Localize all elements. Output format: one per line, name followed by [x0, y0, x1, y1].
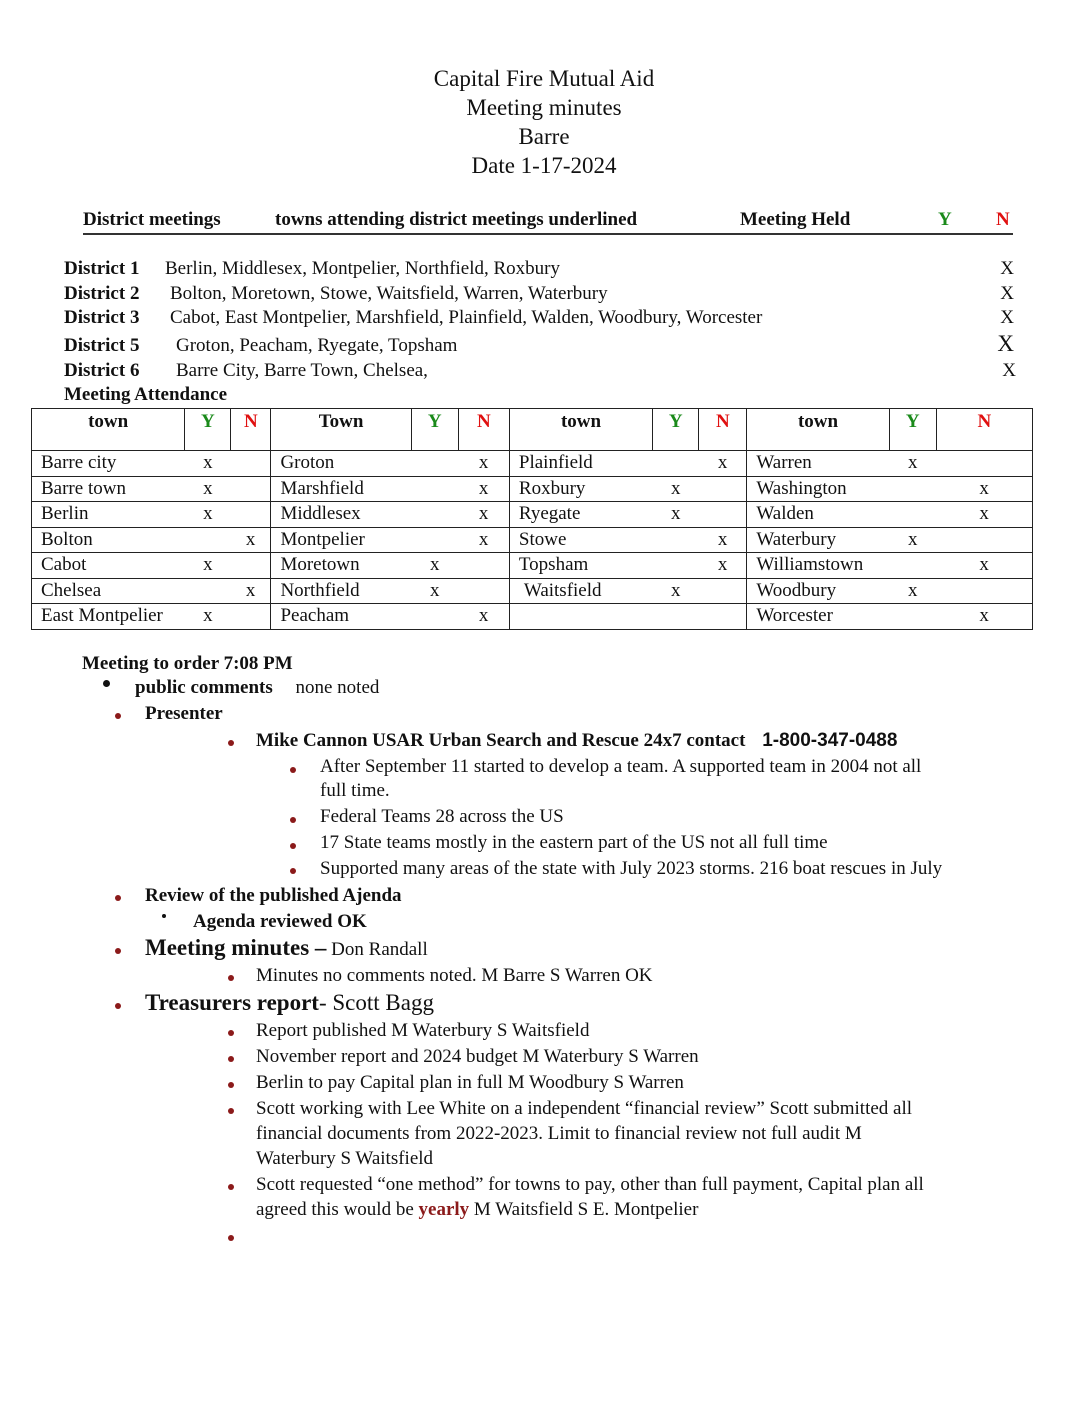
no-mark [699, 604, 747, 630]
town-cell: Berlin [32, 502, 185, 528]
town-cell: Cabot [32, 553, 185, 579]
presenter-phone: 1-800-347-0488 [762, 730, 898, 751]
district-held-mark: X [1000, 283, 1014, 304]
yes-mark [889, 502, 936, 528]
table-row [32, 578, 1033, 604]
no-mark: x [936, 476, 1032, 502]
no-mark: x [936, 604, 1032, 630]
town-cell: Topsham [509, 553, 652, 579]
treasurer-note: Report published M Waterbury S Waitsfield [256, 1020, 590, 1041]
no-mark [699, 502, 747, 528]
yes-mark: x [185, 553, 231, 579]
district-label: District 1 [64, 258, 140, 279]
yes-header: Y [653, 409, 699, 451]
bullet-icon [290, 817, 296, 823]
treasurer-note: November report and 2024 budget M Waterbury S Warren [256, 1046, 699, 1067]
presenter-note-cont: full time. [320, 780, 390, 801]
bullet-icon [228, 1030, 234, 1036]
no-mark [458, 553, 509, 579]
bullet-icon [290, 767, 296, 773]
no-header: N [936, 409, 1032, 451]
district-held-mark: X [1000, 258, 1014, 279]
meeting-minutes-by: Don Randall [331, 939, 428, 960]
district-held-mark: X [1000, 307, 1014, 328]
meeting-minutes-label: Meeting minutes – [145, 935, 327, 960]
no-mark [231, 604, 271, 630]
yes-mark: x [889, 578, 936, 604]
no-mark: x [458, 604, 509, 630]
public-comments-label: public comments [135, 677, 273, 698]
bullet-icon [115, 1003, 121, 1009]
public-comments-item [135, 677, 379, 699]
table-row [32, 451, 1033, 477]
town-cell: Barre town [32, 476, 185, 502]
bullet-icon [103, 680, 110, 687]
attendance-table [31, 408, 1033, 630]
district-row [64, 283, 1024, 307]
no-col: N [996, 209, 1010, 230]
yes-col: Y [938, 209, 952, 230]
district-towns: Bolton, Moretown, Stowe, Waitsfield, Warren, Waterbury [170, 283, 608, 304]
town-cell: Barre city [32, 451, 185, 477]
town-header: Town [271, 409, 411, 451]
treasurer-note: Scott requested “one method” for towns to pay, other than full payment, Capital plan all [256, 1174, 924, 1195]
table-row [32, 553, 1033, 579]
no-mark: x [458, 502, 509, 528]
bullet-icon [228, 1108, 234, 1114]
yes-mark [411, 502, 458, 528]
treasurer-note-cont [256, 1199, 698, 1221]
public-comments-text: none noted [295, 677, 380, 698]
yes-mark [653, 451, 699, 477]
town-cell: Warren [747, 451, 889, 477]
bullet-icon [228, 975, 234, 981]
no-mark [699, 476, 747, 502]
town-cell [509, 604, 652, 630]
bullet-icon [290, 868, 296, 874]
yes-mark [185, 578, 231, 604]
attendance-header-row [32, 409, 1033, 451]
yes-mark: x [653, 502, 699, 528]
town-cell: Ryegate [509, 502, 652, 528]
town-cell: Walden [747, 502, 889, 528]
no-mark: x [699, 527, 747, 553]
town-cell: Peacham [271, 604, 411, 630]
district-towns: Barre City, Barre Town, Chelsea, [176, 360, 428, 381]
table-row [32, 604, 1033, 630]
no-mark: x [699, 451, 747, 477]
district-held-mark: X [1002, 360, 1016, 381]
town-cell: Plainfield [509, 451, 652, 477]
no-mark: x [458, 527, 509, 553]
no-mark [231, 451, 271, 477]
district-label: District 5 [64, 335, 140, 356]
district-meetings-col: District meetings [83, 209, 221, 230]
bullet-icon [290, 843, 296, 849]
meeting-held-col: Meeting Held [740, 209, 851, 230]
yes-mark [653, 553, 699, 579]
yes-mark: x [185, 451, 231, 477]
doc-type: Meeting minutes [466, 95, 622, 120]
yes-mark: x [653, 578, 699, 604]
bullet-icon [162, 914, 166, 918]
yes-mark: x [185, 604, 231, 630]
table-row [32, 527, 1033, 553]
presenter-note: After September 11 started to develop a team. A supported team in 2004 not all [320, 756, 922, 777]
yes-header: Y [889, 409, 936, 451]
yes-mark: x [653, 476, 699, 502]
district-towns: Cabot, East Montpelier, Marshfield, Plainfield, Walden, Woodbury, Worcester [170, 307, 763, 328]
town-cell: Bolton [32, 527, 185, 553]
bullet-icon [228, 1184, 234, 1190]
no-mark: x [936, 502, 1032, 528]
town-cell: Montpelier [271, 527, 411, 553]
no-mark: x [458, 451, 509, 477]
no-mark: x [936, 553, 1032, 579]
yes-header: Y [185, 409, 231, 451]
yes-mark [889, 604, 936, 630]
bullet-icon [115, 895, 121, 901]
town-header: town [32, 409, 185, 451]
empty-bullet-icon [228, 1235, 234, 1241]
no-mark [458, 578, 509, 604]
treasurer-note-cont: Waterbury S Waitsfield [256, 1148, 434, 1169]
no-mark [231, 476, 271, 502]
yes-mark: x [411, 578, 458, 604]
yes-header: Y [411, 409, 458, 451]
town-cell: Williamstown [747, 553, 889, 579]
org-name: Capital Fire Mutual Aid [433, 66, 655, 91]
town-cell: Waitsfield [509, 578, 652, 604]
treasurer-note: Scott working with Lee White on a independent “financial review” Scott submitted all [256, 1098, 913, 1119]
town-cell: Groton [271, 451, 411, 477]
yes-mark [411, 476, 458, 502]
town-cell: East Montpelier [32, 604, 185, 630]
treasurer-item [145, 990, 434, 1016]
yes-mark: x [889, 527, 936, 553]
treasurer-note-text: agreed this would be [256, 1199, 414, 1220]
no-header: N [231, 409, 271, 451]
town-header: town [747, 409, 889, 451]
meeting-date: Date 1-17-2024 [471, 153, 617, 178]
yes-mark [889, 553, 936, 579]
town-cell: Washington [747, 476, 889, 502]
meeting-minutes-item [145, 935, 428, 961]
town-cell: Northfield [271, 578, 411, 604]
town-cell: Chelsea [32, 578, 185, 604]
call-to-order: Meeting to order 7:08 PM [82, 653, 293, 674]
no-mark [231, 502, 271, 528]
district-towns: Groton, Peacham, Ryegate, Topsham [176, 335, 458, 356]
yes-mark: x [185, 476, 231, 502]
no-mark: x [699, 553, 747, 579]
yes-mark: x [185, 502, 231, 528]
treasurer-note-cont: financial documents from 2022-2023. Limit to financial review not full audit M [256, 1123, 862, 1144]
district-row [64, 360, 1024, 384]
town-cell: Middlesex [271, 502, 411, 528]
bullet-icon [228, 740, 234, 746]
district-row [64, 307, 1024, 331]
town-cell: Roxbury [509, 476, 652, 502]
highlight-yearly: yearly [418, 1199, 470, 1220]
no-mark [231, 553, 271, 579]
town-cell: Woodbury [747, 578, 889, 604]
bullet-icon [228, 1082, 234, 1088]
treasurer-note-text: M Waitsfield S E. Montpelier [473, 1199, 699, 1220]
presenter-note: Supported many areas of the state with July 2023 storms. 216 boat rescues in July [320, 858, 943, 879]
presenter-note: 17 State teams mostly in the eastern part of the US not all full time [320, 832, 828, 853]
table-row [32, 502, 1033, 528]
no-header: N [699, 409, 747, 451]
presenter-name: Mike Cannon USAR Urban Search and Rescue 24x7 contact [256, 730, 746, 751]
presenter-item [256, 730, 897, 752]
town-header: town [509, 409, 652, 451]
no-mark: x [231, 527, 271, 553]
treasurer-note: Berlin to pay Capital plan in full M Woodbury S Warren [256, 1072, 684, 1093]
town-cell: Moretown [271, 553, 411, 579]
no-mark [936, 451, 1032, 477]
yes-mark [411, 451, 458, 477]
bullet-icon [115, 948, 121, 954]
treasurer-by: - Scott Bagg [318, 990, 434, 1015]
district-row [64, 331, 1024, 359]
town-cell: Worcester [747, 604, 889, 630]
presenter-note: Federal Teams 28 across the US [320, 806, 564, 827]
no-mark [936, 578, 1032, 604]
district-meetings-header [83, 207, 1013, 235]
bullet-icon [115, 713, 121, 719]
yes-mark: x [889, 451, 936, 477]
meeting-location: Barre [518, 124, 570, 149]
towns-attending-col: towns attending district meetings underlined [275, 209, 638, 230]
district-label: District 3 [64, 307, 140, 328]
no-mark [936, 527, 1032, 553]
no-header: N [458, 409, 509, 451]
district-row [64, 258, 1024, 282]
bullet-icon [228, 1056, 234, 1062]
district-held-mark: X [997, 331, 1014, 356]
town-cell: Waterbury [747, 527, 889, 553]
yes-mark [411, 604, 458, 630]
district-label: District 6 [64, 360, 140, 381]
yes-mark [889, 476, 936, 502]
yes-mark [653, 604, 699, 630]
yes-mark: x [411, 553, 458, 579]
presenter-label: Presenter [145, 703, 223, 724]
agenda-note: Agenda reviewed OK [193, 911, 367, 932]
yes-mark [411, 527, 458, 553]
no-mark: x [231, 578, 271, 604]
agenda-label: Review of the published Ajenda [145, 885, 402, 906]
town-cell: Stowe [509, 527, 652, 553]
town-cell: Marshfield [271, 476, 411, 502]
no-mark [699, 578, 747, 604]
treasurer-label: Treasurers report [145, 990, 319, 1015]
district-label: District 2 [64, 283, 140, 304]
meeting-minutes-note: Minutes no comments noted. M Barre S Warren OK [256, 965, 653, 986]
yes-mark [653, 527, 699, 553]
meeting-attendance-title: Meeting Attendance [64, 384, 228, 405]
table-row [32, 476, 1033, 502]
document-title-block [0, 64, 1088, 180]
district-towns: Berlin, Middlesex, Montpelier, Northfield, Roxbury [165, 258, 561, 279]
no-mark: x [458, 476, 509, 502]
yes-mark [185, 527, 231, 553]
